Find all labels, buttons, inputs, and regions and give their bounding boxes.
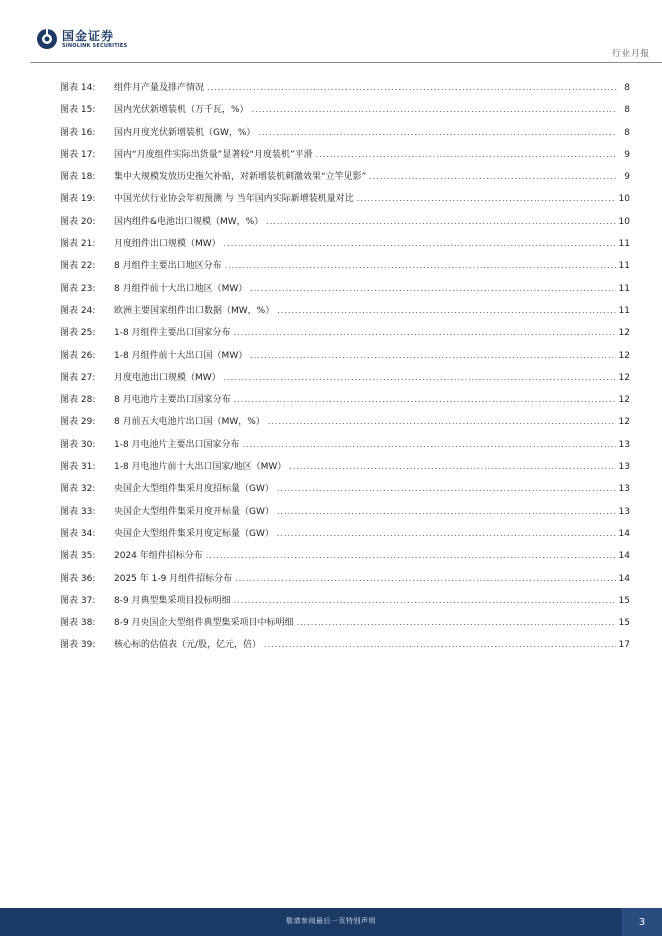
toc-dot-leader bbox=[234, 328, 616, 337]
toc-entry-title[interactable]: 1-8 月电池片主要出口国家分布 bbox=[114, 439, 240, 450]
toc-entry-label: 图表 27: bbox=[60, 372, 96, 383]
figure-index-list bbox=[60, 80, 630, 660]
toc-entry-page-number[interactable]: 12 bbox=[618, 417, 630, 428]
toc-entry-title[interactable]: 核心标的估值表（元/股，亿元，倍） bbox=[114, 640, 262, 651]
toc-dot-leader bbox=[206, 551, 616, 560]
report-type-label: 行业月报 bbox=[611, 49, 650, 59]
toc-entry-label: 图表 29: bbox=[60, 417, 96, 428]
toc-entry-page-number[interactable]: 13 bbox=[618, 484, 630, 495]
toc-entry-page-number[interactable]: 12 bbox=[618, 395, 630, 406]
toc-entry[interactable] bbox=[60, 303, 630, 325]
toc-entry-label: 图表 35: bbox=[60, 551, 96, 562]
toc-entry-label: 图表 30: bbox=[60, 439, 96, 450]
toc-entry-title[interactable]: 1-8 月组件主要出口国家分布 bbox=[114, 328, 231, 339]
toc-entry-title[interactable]: 8-9 月典型集采项目投标明细 bbox=[114, 595, 231, 606]
toc-entry-title[interactable]: 中国光伏行业协会年初预测 与 当年国内实际新增装机量对比 bbox=[114, 194, 354, 205]
toc-entry[interactable] bbox=[60, 147, 630, 169]
toc-entry[interactable] bbox=[60, 414, 630, 436]
toc-entry-title[interactable]: 1-8 月电池片前十大出口国家/地区（MW） bbox=[114, 462, 287, 473]
toc-entry-title[interactable]: 8-9 月央国企大型组件典型集采项目中标明细 bbox=[114, 618, 294, 629]
toc-dot-leader bbox=[234, 596, 616, 605]
toc-entry[interactable] bbox=[60, 258, 630, 280]
toc-entry-label: 图表 37: bbox=[60, 595, 96, 606]
toc-dot-leader bbox=[316, 150, 617, 159]
page-number: 3 bbox=[622, 908, 662, 936]
toc-entry-title[interactable]: 欧洲主要国家组件出口数据（MW，%） bbox=[114, 305, 275, 316]
toc-dot-leader bbox=[289, 462, 615, 471]
toc-entry-page-number[interactable]: 12 bbox=[618, 328, 630, 339]
toc-entry-title[interactable]: 月度组件出口规模（MW） bbox=[114, 239, 221, 250]
logo-english-text: SINOLINK SECURITIES bbox=[62, 42, 128, 49]
toc-dot-leader bbox=[258, 128, 617, 137]
toc-entry-page-number[interactable]: 13 bbox=[618, 439, 630, 450]
toc-dot-leader bbox=[235, 574, 615, 583]
toc-entry-page-number[interactable]: 9 bbox=[624, 172, 630, 183]
toc-entry-label: 图表 36: bbox=[60, 573, 96, 584]
toc-entry-title[interactable]: 8 月组件前十大出口地区（MW） bbox=[114, 283, 248, 294]
toc-entry-label: 图表 31: bbox=[60, 462, 96, 473]
toc-entry-title[interactable]: 国内月度光伏新增装机（GW，%） bbox=[114, 127, 256, 138]
toc-entry-title[interactable]: 8 月组件主要出口地区分布 bbox=[114, 261, 222, 272]
toc-entry-title[interactable]: 国内“月度组件实际出货量”显著较“月度装机”平滑 bbox=[114, 149, 313, 160]
toc-entry[interactable] bbox=[60, 191, 630, 213]
toc-entry-title[interactable]: 月度电池出口规模（MW） bbox=[114, 372, 221, 383]
toc-dot-leader bbox=[277, 529, 616, 538]
company-logo bbox=[36, 28, 127, 50]
toc-entry[interactable] bbox=[60, 169, 630, 191]
toc-entry-label: 图表 25: bbox=[60, 328, 96, 339]
toc-entry[interactable] bbox=[60, 325, 630, 347]
toc-entry-label: 图表 23: bbox=[60, 283, 96, 294]
toc-entry[interactable] bbox=[60, 548, 630, 570]
toc-entry-label: 图表 38: bbox=[60, 618, 96, 629]
toc-entry-page-number[interactable]: 13 bbox=[618, 462, 630, 473]
page-footer bbox=[0, 908, 662, 936]
toc-entry-title[interactable]: 1-8 月组件前十大出口国（MW） bbox=[114, 350, 248, 361]
toc-dot-leader bbox=[224, 239, 616, 248]
header-divider bbox=[30, 62, 662, 63]
toc-dot-leader bbox=[264, 640, 616, 649]
toc-dot-leader bbox=[277, 484, 616, 493]
toc-entry-page-number[interactable]: 11 bbox=[618, 261, 630, 272]
toc-entry[interactable] bbox=[60, 437, 630, 459]
toc-entry-label: 图表 21: bbox=[60, 239, 96, 250]
toc-entry-label: 图表 19: bbox=[60, 194, 96, 205]
toc-entry-page-number[interactable]: 8 bbox=[624, 83, 630, 93]
toc-dot-leader bbox=[357, 194, 616, 203]
toc-entry-page-number[interactable]: 12 bbox=[618, 372, 630, 383]
toc-entry-page-number[interactable]: 15 bbox=[618, 595, 630, 606]
toc-dot-leader bbox=[277, 507, 616, 516]
toc-entry-title[interactable]: 央国企大型组件集采月度定标量（GW） bbox=[114, 528, 274, 539]
toc-entry-page-number[interactable]: 14 bbox=[618, 551, 630, 562]
toc-entry[interactable] bbox=[60, 392, 630, 414]
toc-entry-label: 图表 18: bbox=[60, 172, 96, 183]
toc-entry-title[interactable]: 2024 年组件招标分布 bbox=[114, 551, 203, 562]
toc-dot-leader bbox=[369, 172, 617, 181]
toc-entry[interactable] bbox=[60, 236, 630, 258]
toc-entry-page-number[interactable]: 10 bbox=[618, 216, 630, 227]
footer-disclaimer: 敬请参阅最后一页特别声明 bbox=[286, 917, 376, 925]
toc-entry[interactable] bbox=[60, 459, 630, 481]
toc-entry[interactable] bbox=[60, 214, 630, 236]
toc-dot-leader bbox=[250, 351, 615, 360]
toc-entry[interactable] bbox=[60, 571, 630, 593]
toc-entry-label: 图表 32: bbox=[60, 484, 96, 495]
toc-entry[interactable] bbox=[60, 80, 630, 102]
toc-dot-leader bbox=[207, 83, 617, 92]
toc-entry-title[interactable]: 8 月电池片主要出口国家分布 bbox=[114, 395, 231, 406]
toc-entry-label: 图表 24: bbox=[60, 305, 96, 316]
toc-entry-page-number[interactable]: 13 bbox=[618, 506, 630, 517]
toc-entry-label: 图表 28: bbox=[60, 395, 96, 406]
toc-entry-page-number[interactable]: 14 bbox=[618, 573, 630, 584]
toc-entry-label: 图表 15: bbox=[60, 105, 96, 116]
toc-entry-page-number[interactable]: 8 bbox=[624, 105, 630, 116]
toc-entry-page-number[interactable]: 11 bbox=[618, 283, 630, 294]
toc-entry-title[interactable]: 2025 年 1-9 月组件招标分布 bbox=[114, 573, 233, 584]
toc-dot-leader bbox=[297, 618, 616, 627]
toc-dot-leader bbox=[252, 105, 617, 114]
toc-entry[interactable] bbox=[60, 615, 630, 637]
toc-entry[interactable] bbox=[60, 348, 630, 370]
toc-entry-page-number[interactable]: 10 bbox=[618, 194, 630, 205]
toc-dot-leader bbox=[225, 261, 616, 270]
toc-entry-title[interactable]: 央国企大型组件集采月度开标量（GW） bbox=[114, 506, 274, 517]
toc-dot-leader bbox=[268, 417, 616, 426]
toc-entry[interactable] bbox=[60, 481, 630, 503]
toc-entry[interactable] bbox=[60, 370, 630, 392]
toc-entry-label: 图表 17: bbox=[60, 149, 96, 160]
toc-entry-label: 图表 14: bbox=[60, 83, 96, 93]
toc-entry-title[interactable]: 国内光伏新增装机（万千瓦，%） bbox=[114, 105, 249, 116]
toc-dot-leader bbox=[243, 440, 616, 449]
toc-entry[interactable] bbox=[60, 102, 630, 124]
toc-entry-page-number[interactable]: 8 bbox=[624, 127, 630, 138]
toc-entry[interactable] bbox=[60, 637, 630, 659]
toc-entry[interactable] bbox=[60, 281, 630, 303]
toc-entry-title[interactable]: 8 月前五大电池片出口国（MW，%） bbox=[114, 417, 265, 428]
toc-entry-page-number[interactable]: 9 bbox=[624, 149, 630, 160]
toc-entry-label: 图表 20: bbox=[60, 216, 96, 227]
toc-entry-page-number[interactable]: 17 bbox=[618, 640, 630, 651]
toc-entry-label: 图表 16: bbox=[60, 127, 96, 138]
toc-entry-label: 图表 39: bbox=[60, 640, 96, 651]
toc-dot-leader bbox=[224, 373, 616, 382]
toc-entry-title[interactable]: 组件月产量及排产情况 bbox=[114, 83, 205, 93]
toc-entry-title[interactable]: 集中大规模发放历史拖欠补贴，对新增装机刺激效果“立竿见影” bbox=[114, 172, 367, 183]
toc-entry-page-number[interactable]: 15 bbox=[618, 618, 630, 629]
toc-entry-label: 图表 26: bbox=[60, 350, 96, 361]
toc-entry-page-number[interactable]: 11 bbox=[618, 239, 630, 250]
sinolink-logo-icon bbox=[36, 28, 58, 50]
toc-dot-leader bbox=[266, 217, 615, 226]
toc-entry-page-number[interactable]: 11 bbox=[618, 305, 630, 316]
toc-entry[interactable] bbox=[60, 504, 630, 526]
toc-entry-title[interactable]: 国内组件&电池出口规模（MW，%） bbox=[114, 216, 264, 227]
toc-entry[interactable] bbox=[60, 125, 630, 147]
toc-entry[interactable] bbox=[60, 526, 630, 548]
toc-entry-label: 图表 22: bbox=[60, 261, 96, 272]
toc-entry-title[interactable]: 央国企大型组件集采月度招标量（GW） bbox=[114, 484, 274, 495]
toc-dot-leader bbox=[250, 284, 615, 293]
toc-dot-leader bbox=[277, 306, 615, 315]
toc-entry-page-number[interactable]: 12 bbox=[618, 350, 630, 361]
toc-entry[interactable] bbox=[60, 593, 630, 615]
toc-dot-leader bbox=[234, 395, 616, 404]
toc-entry-page-number[interactable]: 14 bbox=[618, 528, 630, 539]
toc-entry-label: 图表 34: bbox=[60, 528, 96, 539]
logo-chinese-text: 国金证券 bbox=[62, 28, 115, 43]
page-header bbox=[0, 0, 662, 64]
toc-entry-label: 图表 33: bbox=[60, 506, 96, 517]
